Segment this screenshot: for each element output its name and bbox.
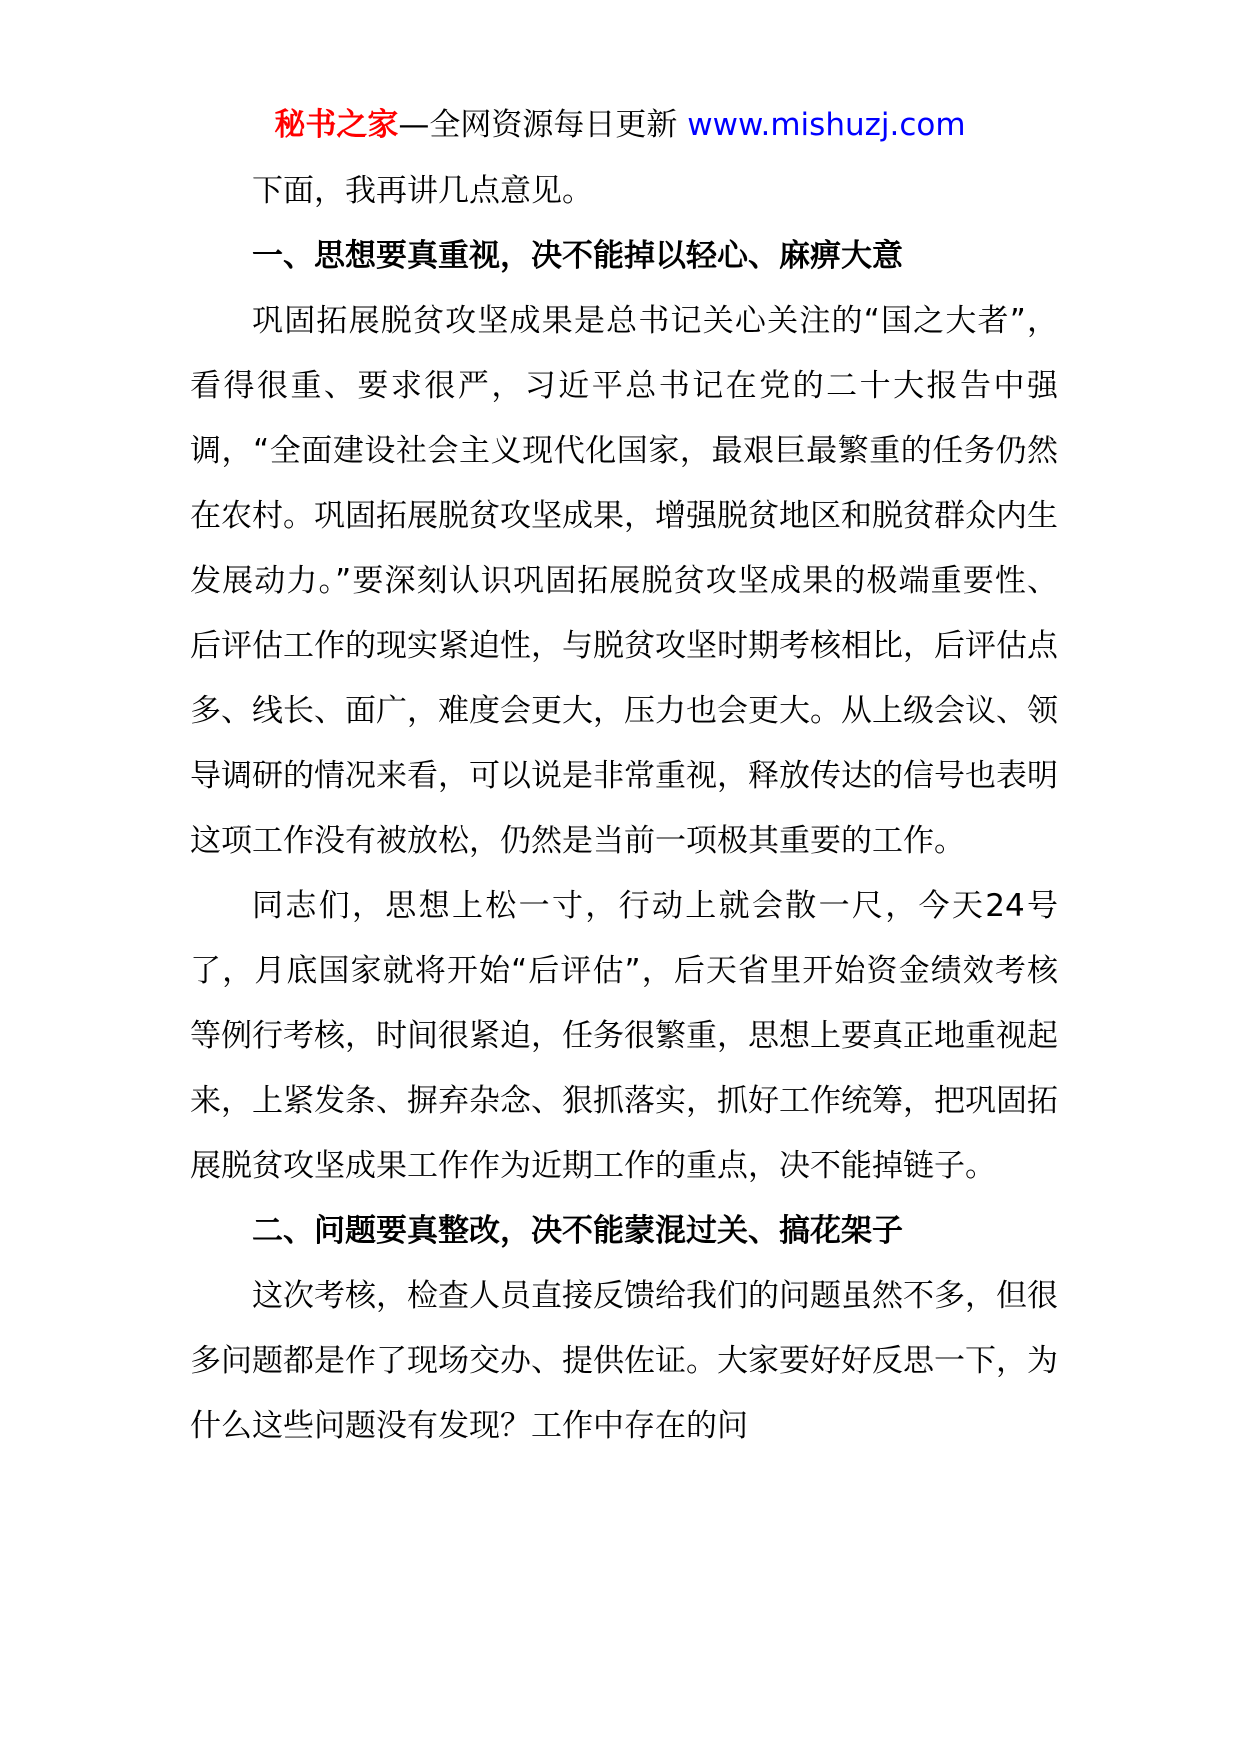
site-tagline: —全网资源每日更新 [398, 107, 688, 143]
paragraph-body: 这次考核，检查人员直接反馈给我们的问题虽然不多，但很多问题都是作了现场交办、提供佐证。大家要好好反思一下，为什么这些问题没有发现？工作中存在的问 [190, 1278, 1058, 1444]
page-header [0, 103, 1240, 147]
site-brand: 秘书之家 [274, 107, 399, 143]
section-heading-2: 二、问题要真整改，决不能蒙混过关、搞花架子 [252, 1213, 903, 1249]
paragraph-body: 巩固拓展脱贫攻坚成果是总书记关心关注的“国之大者”，看得很重、要求很严，习近平总书记在党的二十大报告中强调，“全面建设社会主义现代化国家，最艰巨最繁重的任务仍然在农村。巩固拓展脱贫攻坚成果，增强脱贫地区和脱贫群众内生发展动力。”要深刻认识巩固拓展脱贫攻坚成果的极端重要性、后评估工作的现实紧迫性，与脱贫攻坚时期考核相比，后评估点多、线长、面广，难度会更大，压力也会更大。从上级会议、领导调研的情况来看，可以说是非常重视，释放传达的信号也表明这项工作没有被放松，仍然是当前一项极其重要的工作。 [190, 303, 1058, 859]
site-url[interactable]: www.mishuzj.com [687, 107, 966, 143]
document-body [190, 159, 1058, 1459]
paragraph-intro: 下面，我再讲几点意见。 [252, 173, 593, 209]
section-heading-1: 一、思想要真重视，决不能掉以轻心、麻痹大意 [252, 238, 903, 274]
paragraph-body: 同志们，思想上松一寸，行动上就会散一尺，今天24号了，月底国家就将开始“后评估”，后天省里开始资金绩效考核等例行考核，时间很紧迫，任务很繁重，思想上要真正地重视起来，上紧发条、摒弃杂念、狠抓落实，抓好工作统筹，把巩固拓展脱贫攻坚成果工作作为近期工作的重点，决不能掉链子。 [190, 888, 1058, 1184]
